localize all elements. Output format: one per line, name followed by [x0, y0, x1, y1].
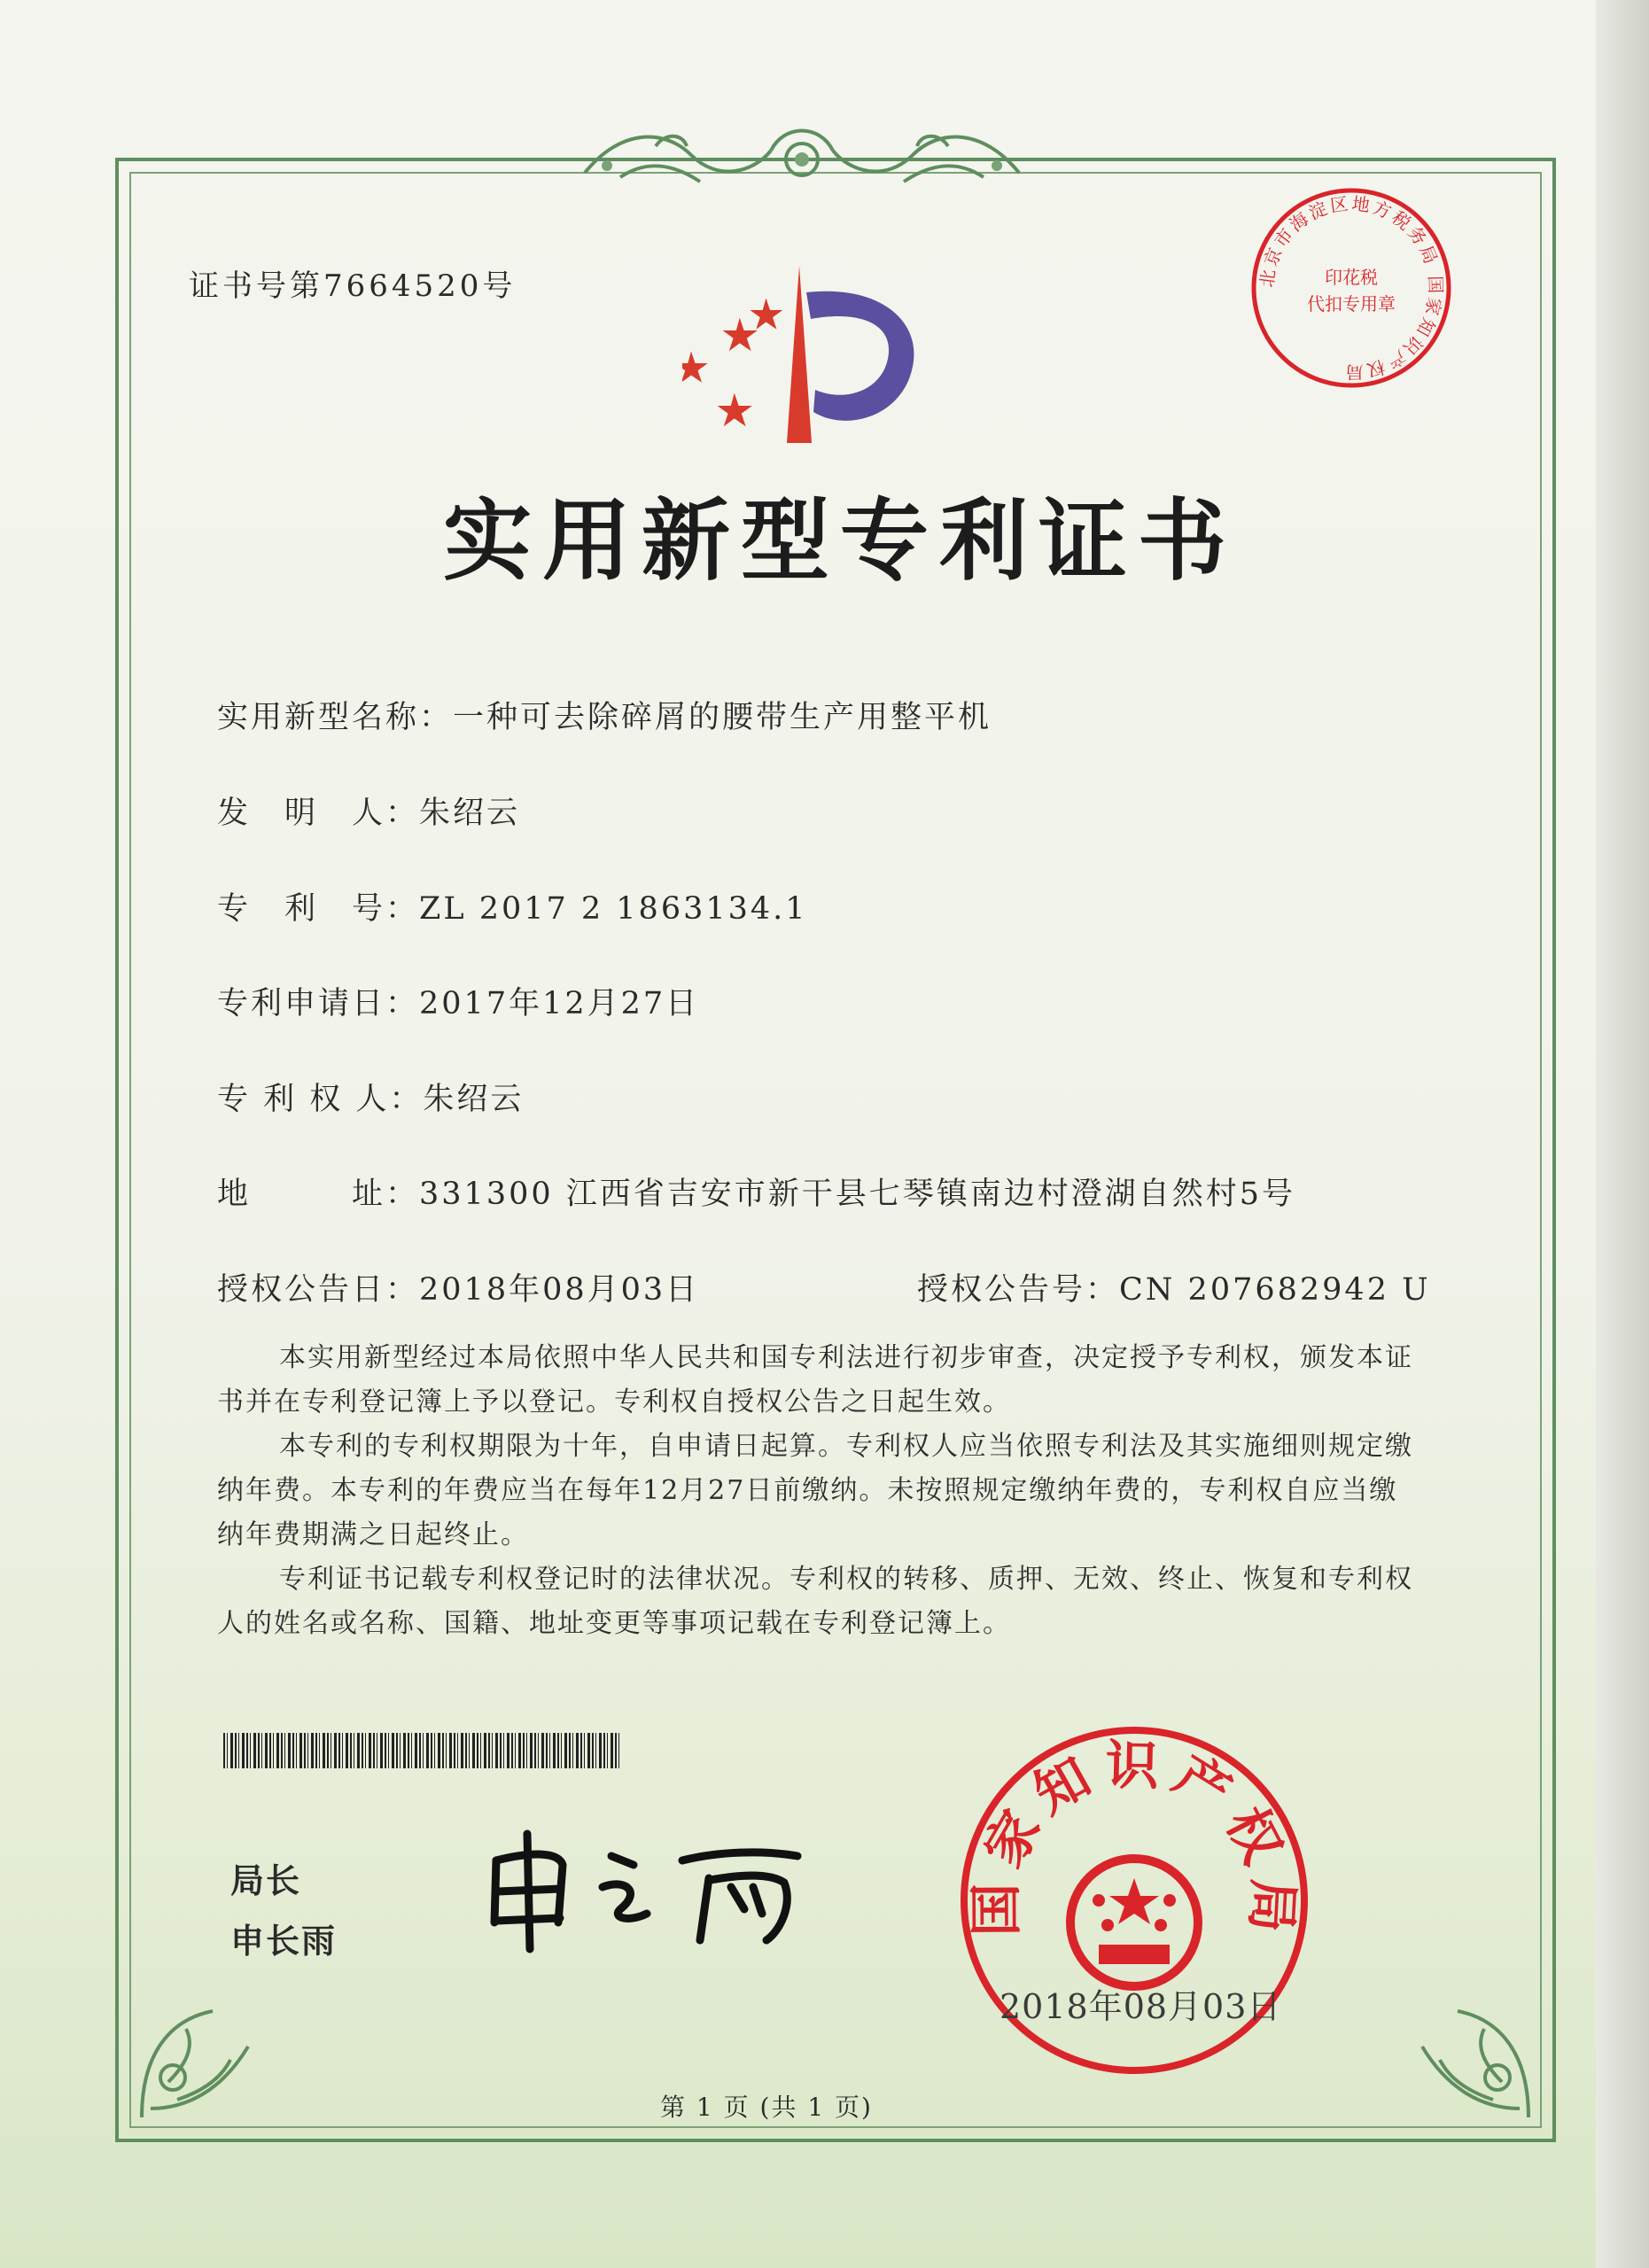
director-title: 局长 [230, 1861, 302, 1900]
field-value: 朱绍云 [419, 796, 521, 831]
tax-stamp-outer-text: 北京市海淀区地方税务局 国家知识产权局 [1256, 192, 1447, 384]
field-value: 一种可去除碎屑的腰带生产用整平机 [453, 700, 992, 735]
field-label: 授权公告号： [917, 1272, 1120, 1308]
field-value: 朱绍云 [423, 1082, 525, 1117]
patent-office-logo-icon [682, 257, 930, 452]
page-edge [1596, 0, 1649, 2268]
seal-text: 国家知识产权局 [965, 1734, 1304, 1945]
field-announcement-number [917, 1265, 1431, 1309]
field-label: 实用新型名称： [217, 700, 454, 735]
tax-stamp-line1: 印花税 [1325, 267, 1378, 288]
national-emblem-icon [1070, 1859, 1198, 1986]
field-value: ZL 2017 2 1863134.1 [419, 891, 808, 927]
field-utility-model-name [217, 693, 992, 737]
bottom-left-ornament-icon [133, 1976, 284, 2126]
director-name: 申长雨 [230, 1922, 338, 1961]
field-label: 专 利 权 人： [217, 1082, 424, 1117]
seal-date: 2018年08月03日 [1000, 1987, 1282, 2026]
field-filing-date [217, 979, 699, 1023]
body-paragraph: 本专利的专利权期限为十年，自申请日起算。专利权人应当依照专利法及其实施细则规定缴纳年费。本专利的年费应当在每年12月27日前缴纳。未按照规定缴纳年费的，专利权自应当缴纳年费期满之日起终止。 [217, 1431, 1413, 1550]
field-label: 发 明 人： [217, 796, 420, 831]
body-paragraph: 专利证书记载专利权登记时的法律状况。专利权的转移、质押、无效、终止、恢复和专利权人的姓名或名称、国籍、地址变更等事项记载在专利登记簿上。 [217, 1564, 1413, 1639]
tax-stamp-seal [1245, 182, 1458, 394]
page-footer: 第 1 页 (共 1 页) [660, 2093, 873, 2122]
certificate-body [217, 1336, 1413, 1646]
field-patent-number [217, 884, 808, 928]
body-paragraph: 本实用新型经过本局依照中华人民共和国专利法进行初步审查，决定授予专利权，颁发本证书并在专利登记簿上予以登记。专利权自授权公告之日起生效。 [217, 1342, 1413, 1418]
field-inventor [217, 788, 520, 833]
field-label: 地 址： [217, 1177, 420, 1212]
field-label: 专利申请日： [217, 986, 420, 1021]
field-address [217, 1169, 1295, 1214]
field-grant-date [217, 1265, 699, 1309]
field-label: 授权公告日： [217, 1272, 420, 1308]
field-value: CN 207682942 U [1119, 1272, 1431, 1308]
border-frame-inner [129, 172, 1542, 2128]
top-ornament-icon [567, 111, 1037, 199]
field-value: 2017年12月27日 [419, 986, 700, 1021]
director-signature [478, 1825, 833, 1958]
certificate-title: 实用新型专利证书 [443, 488, 1237, 593]
field-label: 专 利 号： [217, 891, 420, 927]
certificate-number: 证书号第7664520号 [189, 268, 517, 304]
barcode [223, 1733, 622, 1768]
field-value: 331300 江西省吉安市新干县七琴镇南边村澄湖自然村5号 [419, 1177, 1296, 1212]
tax-stamp-line2: 代扣专用章 [1307, 293, 1396, 315]
field-patentee [217, 1075, 524, 1119]
bottom-right-ornament-icon [1387, 1976, 1537, 2126]
field-value: 2018年08月03日 [419, 1272, 700, 1308]
